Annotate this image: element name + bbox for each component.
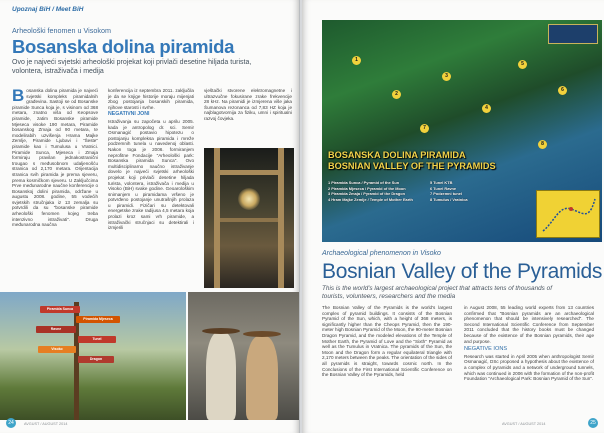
- sign: Piramida Sunca: [40, 306, 80, 313]
- map-marker: 5: [518, 60, 527, 69]
- body-column-en-1: [322, 305, 452, 417]
- legend-entry: 1 Piramida Sunca / Pyramid of the Sun: [328, 180, 400, 185]
- body-text: osanska dolina piramida je najveći svjetski kompleks piramidalnih građevina. Sastoji se od Bosanske piramide Sunca koja je, s visinom od 368 metara, znatno viša od Keopsove piramide, zatim Bosanske piramide Mjeseca visoke 190 metara, Piramide bosanskog Zmaja od 90 metara, te modelirabih uzvišenja Hrama Majke Zemlje, Piramide Ljubavi i "Šeste" piramide kao i Tumulusa u Vratnici. Piramide Sunca, Mjeseca i Zmaja formiraju pravilan jednakostranični trougao s međusobnom udaljenošću stranica od 2,170 metara. Orijentacija stranica svih piramida je prema sjeveru, prema kosmičkom sjeveru. U Zaključcima Prve međunarodne naučne konferencije o Bosanskoj dolini piramida, održane u augustu 2008. godine, 55 vodećih svjetskih stručnjaka iz 13 zemalja su potvrdili da su "bosanske piramide arheološki fenomen kojeg treba intenzivno istraživati". Druga međunarodna naučna: [12, 88, 98, 228]
- sign: Ravne: [36, 326, 76, 333]
- page-number-left: 24: [6, 418, 16, 428]
- article-title-en: Bosnian Valley of the Pyramids: [322, 260, 603, 283]
- tunnel-photo: [204, 148, 294, 288]
- legend-entry: 8 Tumulus / Vratnica: [430, 196, 468, 202]
- page-number-right: 25: [588, 418, 598, 428]
- sign: Piramida Mjeseca: [76, 316, 120, 323]
- legend-entry: 5 Tunel KTB: [430, 180, 453, 185]
- map-inset: [536, 190, 600, 238]
- right-page: [302, 0, 604, 433]
- route-inset-graphic: [537, 191, 601, 239]
- subheading-negative-ions-en: NEGATIVE IONS: [464, 346, 508, 353]
- section-tag: Upoznaj BiH / Meet BiH: [12, 6, 84, 13]
- drop-cap: B: [12, 88, 25, 105]
- sign: Visoko: [38, 346, 76, 353]
- body-text: vještački stvorene elektromagnetne i ultrazvučne fokusirane zrake frekvencije 28 kHz. Na piramidi je izmjerena više jaka Šumanova rezonanca od 7,83 HZ koja je najblagotvornija za fiziku, umni i spiritualni razvoj čovjeka.: [204, 88, 292, 121]
- body-column-3: [204, 88, 292, 146]
- sign: Dragon: [78, 356, 114, 363]
- body-text: Istraživanja su započeta u aprilu 2005. kada je antropolog dr. sci. Semir Osmanagić postavio hipotezu o postojanju kompleksa piramida i mreže podzemnih tunela u navedenoj oblasti. Nakon toga je 2006. formiranjem neprofitne Fondacije "Arheološki park: Bosanska piramida Sunca". Ovo multidisciplinarno naučno istraživanje dovelo je najveći svjetski arheološki projekat koji privlači desetine hiljada turista, volontera, istraživača i medija u Visoko (BiH) svake godine. Geoarološkim snimanjem u piramidama vršeno je potvrđeno postojanje unutrašnjih prolaza u piramidi. Fizičari su detektovali energetske zrake radijusa 4,5 metara koja prolazi kroz sami vrh piramide, a istraživački stručnjaci su detektirali i izmjerili: [108, 118, 194, 231]
- map-marker: 1: [352, 56, 361, 65]
- legend-entry: 2 Piramida Mjeseca / Pyramid of the Moon: [328, 185, 406, 191]
- legend-entry: 7 Podzemni tunel: [430, 191, 462, 197]
- map-marker: 4: [482, 104, 491, 113]
- body-text: The Bosnian Valley of the Pyramids is the world's largest complex of pyramid buildings. It consists of the Bosnian Pyramid of the Sun, which, with a height of 368 meters, is significantly higher than the Cheops Pyramid, then the 190-meter high Bosnian Pyramid of the Moon, the 90-meter Bosnian Dragon Pyramid, and the modeled elevations of the Temple of Mother Earth, the Pyramid of Love and the "Sixth" Pyramid as well as the Tumulus in Vratnica. The pyramids of the Sun, the Moon and the Dragon form a regular equilateral triangle with 2,170 meters between the peaks. The orientation of the sides of all pyramids is straight, towards cosmic north. In the Conclusions of the First International Scientific Conference on the Bosnian Valley of the Pyramids, held: [322, 305, 452, 378]
- article-kicker-bs: Arheološki fenomen u Visokom: [12, 26, 111, 35]
- pyramids-map: [322, 20, 602, 242]
- map-marker: 7: [420, 124, 429, 133]
- signpost-photo: [0, 292, 186, 420]
- article-title-bs: Bosanska dolina piramida: [12, 36, 235, 57]
- legend-row: [328, 197, 528, 203]
- legend-entry: 6 Tunel Ravne: [430, 185, 457, 191]
- body-text: Research was started in April 2005 when anthropologist Semir Osmanagić, DSc proposed a hypothesis about the existence of a complex of pyramids and a network of underground tunnels, which was continued in 2006 with the formation of the non-profit Foundation "Archaeological Park: Bosnian Pyramid of the Sun".: [464, 353, 594, 382]
- body-text: konferencija iz septembra 2011. zaključila je da se knjige historije moraju mijenjati zbog postojanja bosanskih piramida, njihove starosti i svrhe.: [108, 88, 194, 110]
- page-footer-left: AVGUST / AUGUST 2014: [24, 422, 68, 426]
- map-title: [328, 150, 528, 172]
- body-column-en-2: [464, 305, 594, 417]
- body-column-2: [108, 88, 194, 298]
- map-marker: 3: [442, 72, 451, 81]
- article-lead-bs: Ovo je najveći svjetski arheološki projekat koji privlači desetine hiljada turista, volontera, istraživača i medija: [12, 59, 252, 75]
- article-lead-en: This is the world's largest archaeological project that attracts tens of thousands of tourists, volunteers, researchers and the media: [322, 285, 552, 300]
- sign: Tunel: [78, 336, 116, 343]
- map-title-en: BOSNIAN VALLEY OF THE PYRAMIDS: [328, 161, 496, 171]
- body-text: in August 2008, 55 leading world experts from 13 countries confirmed that "Bosnian pyramids are an archaeological phenomenon that should be intensively researched". The Second International Scientific Conference from September 2011 concluded that the history books must be changed because of the existence of the Bosnian pyramids, their age and purpose.: [464, 305, 594, 344]
- legend-entry: 3 Piramida Zmaja / Pyramid of the Dragon: [328, 191, 405, 197]
- visitors-photo: [188, 292, 300, 420]
- map-title-bs: BOSANSKA DOLINA PIRAMIDA: [328, 150, 466, 160]
- article-kicker-en: Archaeological phenomenon in Visoko: [322, 250, 441, 257]
- map-marker: 8: [538, 140, 547, 149]
- map-marker: 6: [558, 86, 567, 95]
- map-legend: [328, 180, 528, 202]
- page-footer-right: AVGUST / AUGUST 2014: [502, 422, 546, 426]
- map-marker: 2: [392, 90, 401, 99]
- legend-entry: 4 Hram Majke Zemlje / Temple of Mother Earth: [328, 196, 413, 202]
- left-page: [0, 0, 300, 433]
- subheading-negative-ions-bs: NEGATIVNI JONI: [108, 111, 150, 118]
- map-logo: [548, 24, 598, 44]
- body-column-1: [12, 88, 98, 288]
